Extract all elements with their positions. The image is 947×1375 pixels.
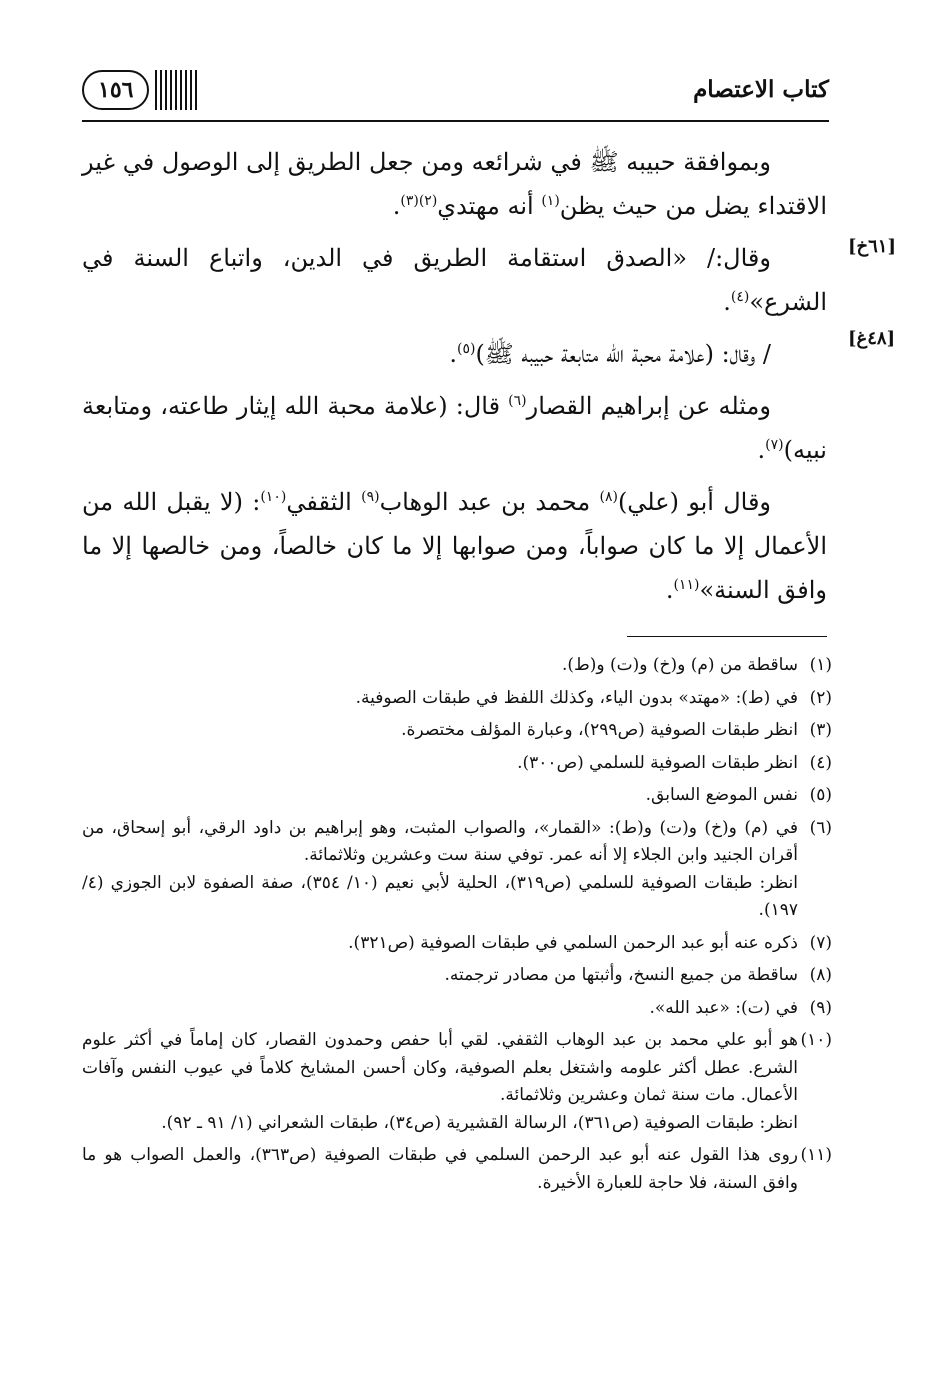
manuscript-ref-gh: [٤٨غ] xyxy=(848,328,896,349)
footnote-1: (١) ساقطة من (م) و(خ) و(ت) و(ط). xyxy=(562,655,832,675)
book-title: كتاب الاعتصام xyxy=(693,76,829,103)
footnote-5: (٥) نفس الموضع السابق. xyxy=(645,785,832,805)
footnote-7: (٧) ذكره عنه أبو عبد الرحمن السلمي في طبقات الصوفية (ص٣٢١). xyxy=(348,932,832,953)
footnotes xyxy=(82,652,832,1202)
paragraph-3: / وقال: (علامة محبة الله متابعة حبيبه ﷺ)$^{(٥)}$. xyxy=(449,340,771,368)
paragraph-5: وقال أبو (علي)$^{(٨)}$ محمد بن عبد الوهاب$^{(٩)}$ الثقفي$^{(١٠)}$: (لا يقبل الله من الأعمال إلا ما كان صواباً، ومن صوابها إلا ما كان خالصاً، ومن خالصها إلا ما وافق السنة»$^{(١١)}$. xyxy=(82,488,827,604)
footnote-4: (٤) انظر طبقات الصوفية للسلمي (ص٣٠٠). xyxy=(517,752,832,773)
footnote-8: (٨) ساقطة من جميع النسخ، وأثبتها من مصادر ترجمته. xyxy=(444,965,832,985)
page-number-badge xyxy=(82,68,200,112)
footnote-10: (١٠) هو أبو علي محمد بن عبد الوهاب الثقفي. لقي أبا حفص وحمدون القصار، كان إماماً في أكثر علوم الشرع. عطل أكثر علومه واشتغل بعلم الصوفية، وكان أحسن المشايخ كلاماً في عيوب النفس وآفات الأعمال. مات سنة ثمان وعشرين وثلاثمائة. انظر: طبقات الصوفية (ص٣٦١)، الرسالة القشيرية (ص٣٤)، طبقات الشعراني (١/ ٩١ ـ ٩٢). xyxy=(82,1030,832,1133)
footnote-2: (٢) في (ط): «مهتد» بدون الياء، وكذلك اللفظ في طبقات الصوفية. xyxy=(355,687,832,708)
decorative-bars xyxy=(155,70,200,110)
paragraph-1: وبموافقة حبيبه ﷺ في شرائعه ومن جعل الطريق إلى الوصول في غير الاقتداء يضل من حيث يظن$^{(١)}$ أنه مهتدي$^{(٢)(٣)}$. xyxy=(82,148,827,220)
main-text xyxy=(82,140,827,620)
page-header xyxy=(82,66,829,122)
footnote-11: (١١) روى هذا القول عنه أبو عبد الرحمن السلمي في طبقات الصوفية (ص٣٦٣)، والعمل الصواب هو ما وافق السنة، فلا حاجة للعبارة الأخيرة. xyxy=(82,1145,832,1193)
footnote-9: (٩) في (ت): «عبد الله». xyxy=(649,997,832,1018)
page-number: ١٥٦ xyxy=(82,70,149,110)
paragraph-4: ومثله عن إبراهيم القصار$^{(٦)}$ قال: (علامة محبة الله إيثار طاعته، ومتابعة نبيه)$^{(٧)}$. xyxy=(82,392,827,464)
footnote-separator xyxy=(627,636,827,637)
header-rule xyxy=(82,120,829,122)
paragraph-2: وقال:/ «الصدق استقامة الطريق في الدين، واتباع السنة في الشرع»$^{(٤)}$. xyxy=(82,244,827,316)
footnote-6: (٦) في (م) و(خ) و(ت) و(ط): «القمار»، والصواب المثبت، وهو إبراهيم بن داود الرقي، أبو إسحاق، من أقران الجنيد وابن الجلاء إلا أنه عمر. توفي سنة ست وعشرين وثلاثمائة. انظر: طبقات الصوفية للسلمي (ص٣١٩)، الحلية لأبي نعيم (١٠/ ٣٥٤)، صفة الصفوة لابن الجوزي (٤/ ١٩٧). xyxy=(82,817,832,920)
footnote-3: (٣) انظر طبقات الصوفية (ص٢٩٩)، وعبارة المؤلف مختصرة. xyxy=(401,720,832,740)
manuscript-ref-kh: [٦١خ] xyxy=(848,236,897,257)
